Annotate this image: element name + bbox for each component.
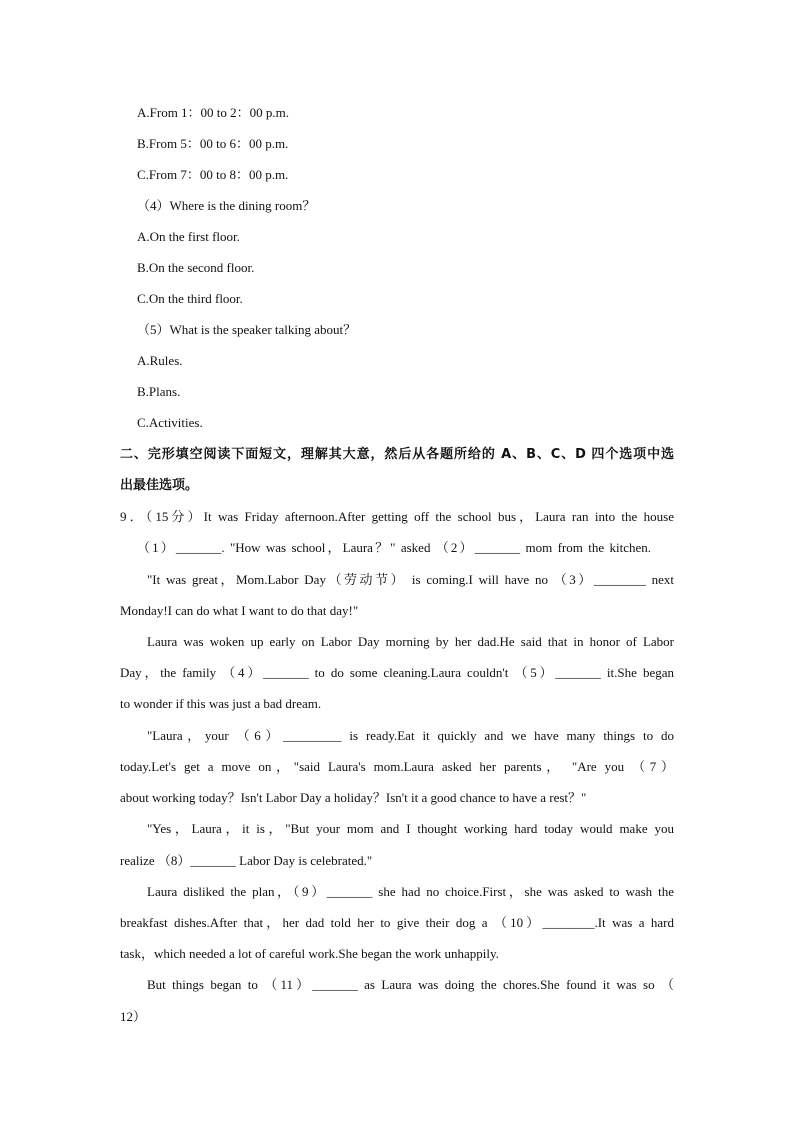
passage-line: Laura disliked the plan，（9）_______ she had no choice.First，she was asked to wash the — [147, 884, 674, 899]
passage-line: about working today？Isn't Labor Day a holiday？Isn't it a good chance to have a rest？" — [120, 790, 587, 805]
section-heading-line-2: 出最佳选项。 — [120, 478, 199, 493]
section-heading-line-1: 二、完形填空阅读下面短文，理解其大意，然后从各题所给的 A、B、C、D 四个选项中选 — [120, 447, 674, 462]
option-4a: A.On the first floor. — [137, 229, 240, 244]
option-5b: B.Plans. — [137, 384, 181, 399]
passage-line: 9．（15分）It was Friday afternoon.After getting off the school bus，Laura ran into the house — [120, 509, 674, 524]
passage-line: to wonder if this was just a bad dream. — [120, 696, 322, 711]
passage-line: （1）_______. "How was school，Laura？" asked （2）_______ mom from the kitchen. — [137, 540, 651, 555]
passage-line: today.Let's get a move on，"said Laura's mom.Laura asked her parents， "Are you （7） — [120, 759, 674, 774]
option-3b: B.From 5：00 to 6：00 p.m. — [137, 136, 289, 151]
option-4b: B.On the second floor. — [137, 260, 255, 275]
option-4c: C.On the third floor. — [137, 291, 243, 306]
passage-line: Monday!I can do what I want to do that day!" — [120, 603, 359, 618]
question-5: （5）What is the speaker talking about？ — [137, 322, 357, 337]
option-5a: A.Rules. — [137, 353, 183, 368]
option-5c: C.Activities. — [137, 415, 203, 430]
passage-line: "Yes，Laura，it is，"But your mom and I thought working hard today would make you — [147, 821, 674, 836]
passage-line: 12） — [120, 1009, 147, 1024]
question-4: （4）Where is the dining room？ — [137, 198, 316, 213]
passage-line: "Laura，your （6）_________ is ready.Eat it quickly and we have many things to do — [147, 728, 674, 743]
passage-line: breakfast dishes.After that，her dad told her to give their dog a （10）________.It was a hard — [120, 915, 674, 930]
passage-line: realize （8）_______ Labor Day is celebrated." — [120, 853, 373, 868]
passage-line: task，which needed a lot of careful work.She began the work unhappily. — [120, 946, 499, 961]
passage-line: Day，the family （4）_______ to do some cleaning.Laura couldn't （5）_______ it.She began — [120, 665, 674, 680]
passage-line: But things began to （11）_______ as Laura was doing the chores.She found it was so （ — [147, 977, 674, 992]
option-3a: A.From 1：00 to 2：00 p.m. — [137, 105, 290, 120]
passage-line: Laura was woken up early on Labor Day morning by her dad.He said that in honor of Labor — [147, 634, 674, 649]
option-3c: C.From 7：00 to 8：00 p.m. — [137, 167, 289, 182]
passage-line: "It was great，Mom.Labor Day（劳动节） is coming.I will have no （3）________ next — [147, 572, 674, 587]
